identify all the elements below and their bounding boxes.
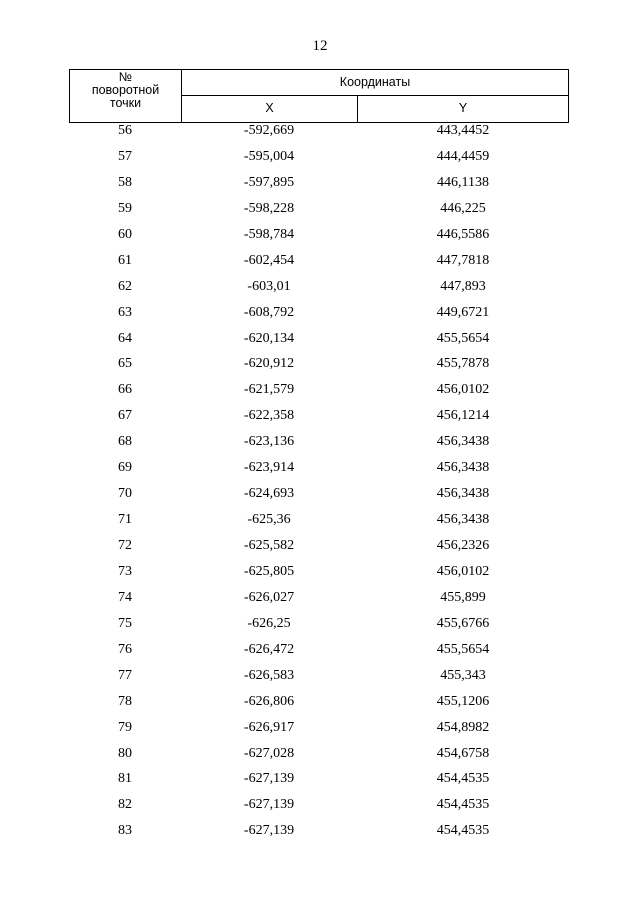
y-value: 454,4535 xyxy=(436,797,490,813)
table-row xyxy=(0,668,640,694)
x-value: -626,917 xyxy=(243,719,295,735)
point-number: 70 xyxy=(118,486,132,502)
table-header xyxy=(69,69,569,123)
x-value: -598,784 xyxy=(243,226,295,242)
table-row xyxy=(0,823,640,849)
point-number: 73 xyxy=(118,563,132,579)
y-value: 456,3438 xyxy=(436,486,490,502)
point-number: 57 xyxy=(118,148,132,164)
x-value: -620,134 xyxy=(243,330,295,346)
x-value: -627,028 xyxy=(243,745,295,761)
table-row xyxy=(0,720,640,746)
table-row xyxy=(0,590,640,616)
y-value: 456,3438 xyxy=(436,434,490,450)
table-row xyxy=(0,175,640,201)
table-row xyxy=(0,512,640,538)
y-value: 443,4452 xyxy=(436,123,490,138)
point-number: 78 xyxy=(118,693,132,709)
point-number: 68 xyxy=(118,434,132,450)
y-value: 455,5654 xyxy=(436,330,490,346)
y-value: 456,0102 xyxy=(436,382,490,398)
table-row xyxy=(0,564,640,590)
point-number: 80 xyxy=(118,745,132,761)
point-number: 69 xyxy=(118,460,132,476)
point-number: 76 xyxy=(118,641,132,657)
table-row xyxy=(0,771,640,797)
y-value: 456,1214 xyxy=(436,408,490,424)
x-value: -595,004 xyxy=(243,148,295,164)
y-value: 456,2326 xyxy=(436,538,490,553)
table-row xyxy=(0,123,640,149)
point-number: 65 xyxy=(118,356,132,372)
x-column-header: X xyxy=(182,96,358,122)
page-number: 12 xyxy=(312,38,328,54)
x-value: -625,36 xyxy=(247,512,291,528)
table-row xyxy=(0,227,640,253)
y-value: 446,225 xyxy=(440,200,486,216)
point-number: 75 xyxy=(118,615,132,631)
point-number: 67 xyxy=(118,408,132,424)
table-row xyxy=(0,486,640,512)
y-value: 449,6721 xyxy=(436,304,490,320)
point-number: 61 xyxy=(118,252,132,268)
x-value: -620,912 xyxy=(243,356,295,372)
y-value: 455,7878 xyxy=(436,356,490,372)
point-number: 72 xyxy=(118,538,132,553)
y-value: 455,1206 xyxy=(436,693,490,709)
x-value: -626,25 xyxy=(247,615,291,631)
y-value: 446,5586 xyxy=(436,226,490,242)
point-number: 81 xyxy=(118,771,132,787)
x-value: -608,792 xyxy=(243,304,295,320)
y-value: 455,6766 xyxy=(436,615,490,631)
table-row xyxy=(0,408,640,434)
y-value: 455,899 xyxy=(440,589,486,605)
point-number: 56 xyxy=(118,123,132,138)
x-value: -621,579 xyxy=(243,382,295,398)
y-value: 456,0102 xyxy=(436,563,490,579)
x-value: -626,806 xyxy=(243,693,295,709)
point-number: 79 xyxy=(118,719,132,735)
x-value: -623,914 xyxy=(243,460,295,476)
point-number: 71 xyxy=(118,512,132,528)
x-value: -598,228 xyxy=(243,200,295,216)
table-row xyxy=(0,694,640,720)
y-value: 446,1138 xyxy=(437,174,489,190)
point-number: 62 xyxy=(118,278,132,294)
y-value: 456,3438 xyxy=(436,512,490,528)
x-value: -597,895 xyxy=(243,174,295,190)
table-row xyxy=(0,460,640,486)
point-number-header xyxy=(70,70,182,122)
x-value: -602,454 xyxy=(243,252,295,268)
table-row xyxy=(0,331,640,357)
x-value: -627,139 xyxy=(243,823,295,839)
number-sign: № xyxy=(118,70,133,84)
point-number: 74 xyxy=(118,589,132,605)
x-value: -626,027 xyxy=(243,589,295,605)
table-row xyxy=(0,642,640,668)
point-number: 63 xyxy=(118,304,132,320)
x-value: -623,136 xyxy=(243,434,295,450)
table-row xyxy=(0,201,640,227)
header-line-turning: поворотной xyxy=(91,83,160,97)
x-value: -626,583 xyxy=(243,667,295,683)
table-row xyxy=(0,149,640,175)
y-value: 456,3438 xyxy=(436,460,490,476)
y-value: 444,4459 xyxy=(436,148,490,164)
point-number: 59 xyxy=(118,200,132,216)
x-value: -625,805 xyxy=(243,563,295,579)
x-value: -627,139 xyxy=(243,797,295,813)
point-number: 82 xyxy=(118,797,132,813)
table-row xyxy=(0,305,640,331)
x-value: -622,358 xyxy=(243,408,295,424)
y-value: 455,5654 xyxy=(436,641,490,657)
table-row xyxy=(0,797,640,823)
y-value: 454,6758 xyxy=(436,745,490,761)
x-value: -624,693 xyxy=(243,486,295,502)
table-row xyxy=(0,746,640,772)
y-value: 454,4535 xyxy=(436,771,490,787)
y-value: 454,4535 xyxy=(436,823,490,839)
y-value: 447,893 xyxy=(440,278,486,294)
point-number: 58 xyxy=(118,174,132,190)
x-value: -626,472 xyxy=(243,641,295,657)
header-line-point: точки xyxy=(109,96,142,110)
table-row xyxy=(0,616,640,642)
table-row xyxy=(0,382,640,408)
coordinates-header: Координаты xyxy=(182,70,568,96)
x-value: -627,139 xyxy=(243,771,295,787)
x-value: -625,582 xyxy=(243,538,295,553)
table-row xyxy=(0,434,640,460)
point-number: 66 xyxy=(118,382,132,398)
table-row xyxy=(0,279,640,305)
x-value: -592,669 xyxy=(243,123,295,138)
point-number: 77 xyxy=(118,667,132,683)
y-value: 455,343 xyxy=(440,667,486,683)
x-value: -603,01 xyxy=(247,278,291,294)
point-number: 83 xyxy=(118,823,132,839)
point-number: 60 xyxy=(118,226,132,242)
y-value: 447,7818 xyxy=(436,252,490,268)
table-row xyxy=(0,356,640,382)
table-row xyxy=(0,253,640,279)
table-row xyxy=(0,538,640,564)
y-value: 454,8982 xyxy=(436,719,490,735)
table-body xyxy=(0,123,640,849)
y-column-header: Y xyxy=(458,101,468,115)
point-number: 64 xyxy=(118,330,132,346)
